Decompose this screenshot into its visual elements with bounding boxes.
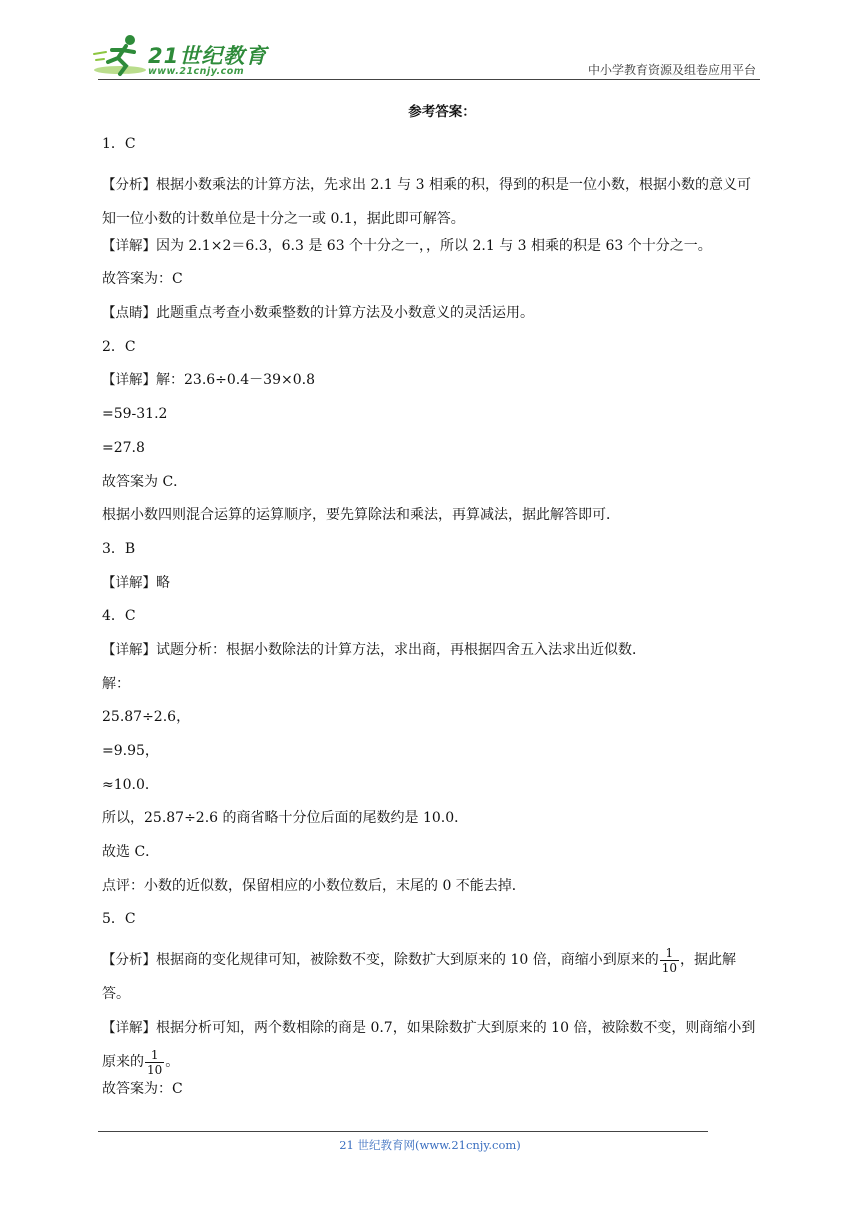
answer-line [102, 909, 762, 929]
page-title: 参考答案： [408, 104, 476, 120]
answer-line [102, 168, 762, 236]
section-tag: 【详解】 [102, 641, 156, 658]
answer-line [102, 775, 762, 795]
section-tag: 【分析】 [102, 952, 156, 969]
line-text: 因为 2.1×2＝6.3，6.3 是 63 个十分之一，，所以 2.1 与 3 相乘的积是 63 个十分之一。 [156, 237, 712, 254]
answer-line [102, 640, 762, 660]
line-text: 故选 C． [102, 844, 160, 861]
section-tag: 【点睛】 [102, 305, 156, 322]
logo-url: www.21cnjy.com [148, 66, 245, 77]
line-text: 1．C [102, 136, 136, 152]
line-text: 根据商的变化规律可知，被除数不变，除数扩大到原来的 10 倍，商缩小到原来的 [156, 952, 659, 969]
fraction-denominator: 10 [147, 1062, 163, 1077]
line-text: 此题重点考查小数乘整数的计算方法及小数意义的灵活运用。 [156, 305, 534, 322]
line-text: =9.95， [102, 743, 159, 759]
answer-line [102, 505, 762, 525]
line-text: 根据小数四则混合运算的运算顺序，要先算除法和乘法，再算减法，据此解答即可． [102, 507, 620, 524]
fraction-numerator: 1 [660, 946, 679, 961]
fraction-numerator: 1 [145, 1048, 164, 1063]
line-text: 根据小数乘法的计算方法，先求出 2.1 与 3 相乘的积，得到的积是一位小数，根据小数的意义可知一位小数的计数单位是十分之一或 0.1，据此即可解答。 [102, 176, 751, 227]
line-text: 2．C [102, 338, 136, 355]
answer-line [102, 707, 762, 727]
line-text: ≈10.0． [102, 776, 159, 793]
line-text: =27.8 [102, 439, 145, 456]
line-text: 3．B [102, 540, 136, 557]
answer-line [102, 303, 762, 323]
line-text: 根据分析可知，两个数相除的商是 0.7，如果除数扩大到原来的 10 倍，被除数不变，则商缩小到原来的 [102, 1020, 756, 1071]
answer-line [102, 842, 762, 862]
logo-title: 21世纪教育 [148, 44, 268, 68]
answer-line [102, 236, 762, 256]
section-tag: 【详解】 [102, 1020, 156, 1037]
answer-line [102, 573, 762, 593]
answer-line [102, 269, 762, 289]
line-text: 4．C [102, 608, 136, 625]
section-tag: 【分析】 [102, 176, 156, 193]
answer-line [102, 808, 762, 828]
line-text: 所以，25.87÷2.6 的商省略十分位后面的尾数约是 10.0． [102, 810, 469, 827]
answer-line [102, 337, 762, 357]
answer-line [102, 741, 762, 761]
fraction [145, 1048, 164, 1077]
answer-line [102, 472, 762, 492]
line-text: 解： [102, 675, 130, 692]
line-text: 试题分析：根据小数除法的计算方法，求出商，再根据四舍五入法求出近似数． [156, 641, 646, 658]
answer-line [102, 1079, 762, 1099]
line-text: 故答案为：C [102, 271, 183, 288]
section-tag: 【详解】 [102, 372, 156, 389]
answer-line [102, 674, 762, 694]
line-text: 故答案为：C [102, 1081, 183, 1098]
line-text: 25.87÷2.6， [102, 709, 191, 726]
answer-line [102, 876, 762, 896]
line-text: 点评：小数的近似数，保留相应的小数位数后，末尾的 0 不能去掉． [102, 877, 526, 894]
line-text: ，据此解答。 [102, 952, 736, 1003]
section-tag: 【详解】 [102, 237, 156, 254]
answer-line [102, 134, 762, 154]
answer-line [102, 539, 762, 559]
fraction [660, 946, 679, 975]
line-text: =59-31.2 [102, 406, 168, 423]
answer-line [102, 404, 762, 424]
answer-line [102, 370, 762, 390]
line-text: 略 [156, 574, 170, 591]
header-divider [98, 79, 760, 80]
header-platform-text: 中小学教育资源及组卷应用平台 [587, 63, 756, 77]
line-text: 故答案为 C． [102, 473, 188, 490]
answer-line [102, 943, 762, 1011]
answer-line [102, 1011, 762, 1079]
answer-line [102, 606, 762, 626]
footer-divider [98, 1131, 708, 1132]
line-text: 。 [165, 1054, 180, 1071]
fraction-denominator: 10 [661, 960, 677, 975]
line-text: 解：23.6÷0.4－39×0.8 [156, 372, 315, 389]
section-tag: 【详解】 [102, 574, 156, 591]
page-header [0, 0, 860, 82]
answer-line [102, 438, 762, 458]
line-text: 5．C [102, 911, 136, 928]
footer-text: 21 世纪教育网(www.21cnjy.com) [339, 1138, 521, 1152]
answer-content [102, 100, 762, 1113]
